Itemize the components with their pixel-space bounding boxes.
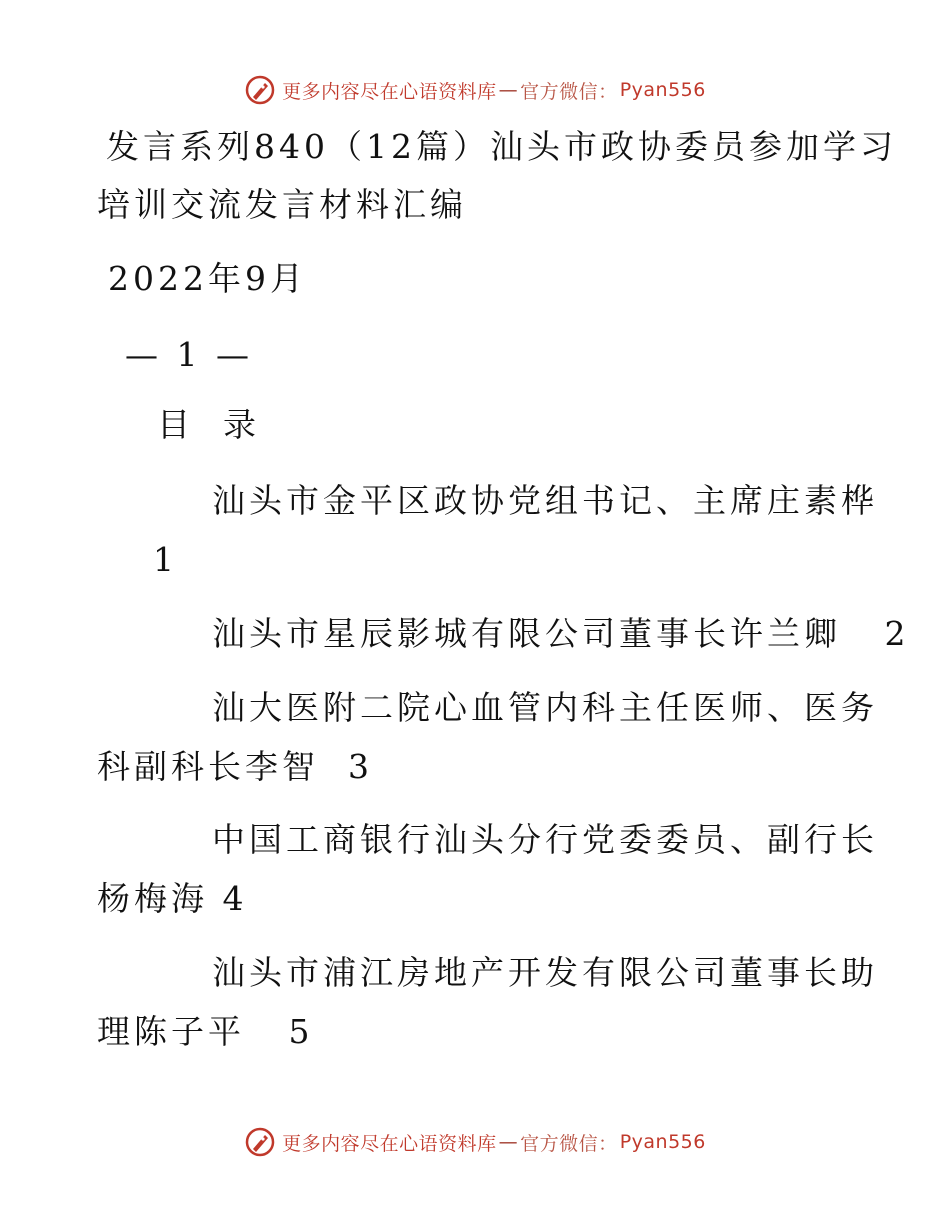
doc-date: 2022年9月 (108, 259, 307, 298)
watermark-suffix: 官方微信： (520, 80, 618, 103)
watermark-text: 更多内容尽在心语资料库 (282, 80, 497, 103)
watermark-text: 更多内容尽在心语资料库 (282, 1132, 497, 1155)
doc-title-line-2: 培训交流发言材料汇编 (97, 185, 467, 224)
page-number-marker: — 1 — (125, 335, 253, 374)
watermark-separator: — (498, 1131, 519, 1153)
toc-entry-2-line-1[interactable]: 汕头市星辰影城有限公司董事长许兰卿 2 (212, 614, 910, 653)
watermark-wechat-id: Pyan556 (619, 1131, 706, 1153)
toc-entry-5-line-1[interactable]: 汕头市浦江房地产开发有限公司董事长助 (212, 953, 878, 992)
watermark-footer (0, 1122, 950, 1162)
toc-entry-3-line-2[interactable]: 科副科长李智 3 (97, 747, 373, 786)
pen-nib-seal-icon (244, 74, 276, 106)
watermark-suffix: 官方微信： (520, 1132, 618, 1155)
toc-entry-4-line-2[interactable]: 杨梅海 4 (97, 879, 248, 918)
watermark-header (0, 70, 950, 110)
toc-entry-5-line-2[interactable]: 理陈子平 5 (97, 1012, 314, 1051)
doc-title-line-1: 发言系列840（12篇）汕头市政协委员参加学习 (106, 127, 897, 166)
toc-heading: 目 录 (157, 405, 260, 444)
watermark-wechat-id: Pyan556 (619, 79, 706, 101)
toc-entry-1-page[interactable]: 1 (153, 540, 178, 579)
toc-entry-3-line-1[interactable]: 汕大医附二院心血管内科主任医师、医务 (212, 688, 878, 727)
pen-nib-seal-icon (244, 1126, 276, 1158)
toc-entry-4-line-1[interactable]: 中国工商银行汕头分行党委委员、副行长 (212, 820, 878, 859)
watermark-separator: — (498, 79, 519, 101)
toc-entry-1-line-1[interactable]: 汕头市金平区政协党组书记、主席庄素桦 (212, 481, 878, 520)
